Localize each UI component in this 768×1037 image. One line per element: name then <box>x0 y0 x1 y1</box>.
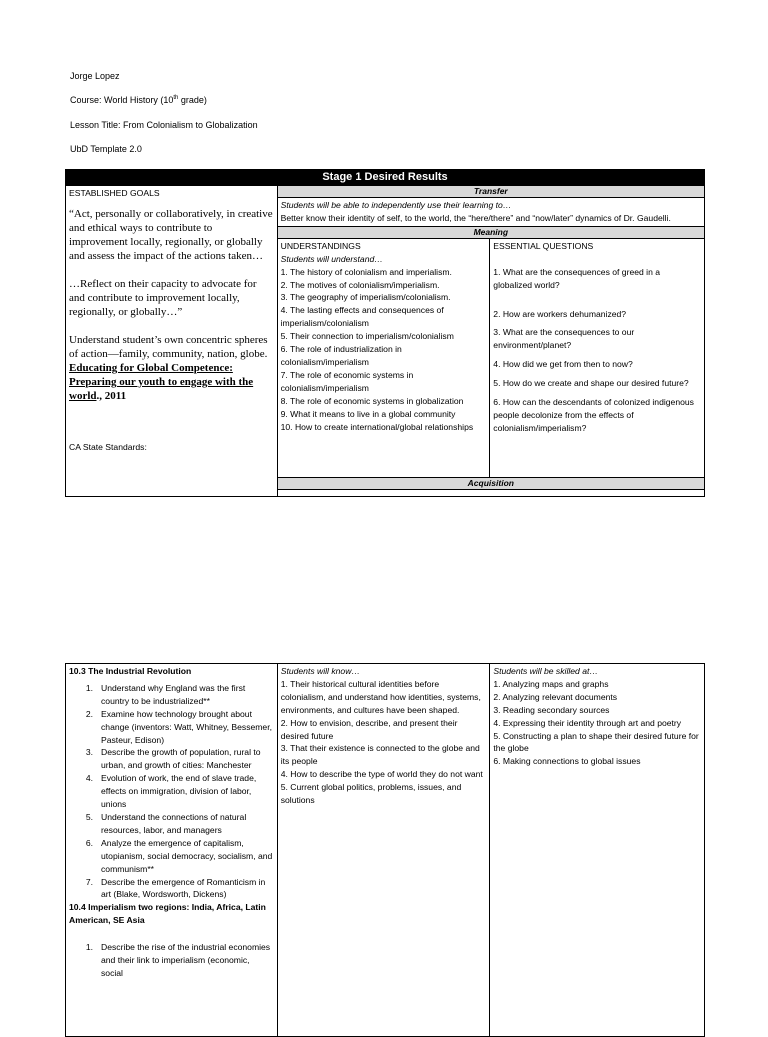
standard-item: 7. Describe the emergence of Romanticism in art (Blake, Wordsworth, Dickens) <box>85 876 266 900</box>
ca-standards: CA State Standards: <box>69 441 147 452</box>
understandings-label: UNDERSTANDINGS <box>280 240 361 251</box>
eq-item: 6. How can the descendants of colonized indigenous people decolonize from the effects of colonialism/imperialism? <box>493 397 694 433</box>
stage1-table <box>65 169 705 497</box>
global-competence-title: Educating for Global Competence: Preparing our youth to engage with the world <box>69 361 254 402</box>
global-competence-ref <box>69 361 274 403</box>
course-line <box>70 95 207 105</box>
acquisition-table <box>65 663 705 1037</box>
standard-item: 5. Understand the connections of natural resources, labor, and managers <box>85 811 247 835</box>
skill-item: 5. Constructing a plan to shape their desired future for the globe <box>493 730 699 754</box>
course-prefix: Course: World History (10 <box>70 95 174 105</box>
transfer-label: Transfer <box>277 186 704 198</box>
students-skilled-intro: Students will be skilled at… <box>493 666 598 676</box>
skill-item: 2. Analyzing relevant documents <box>493 691 618 702</box>
acquisition-label: Acquisition <box>277 477 704 489</box>
standard-item: 1. Describe the rise of the industrial economies and their link to imperialism (economic, social <box>85 942 271 978</box>
standard-item: 2. Examine how technology brought about change (inventors: Watt, Whitney, Bessemer, Pasteur, Edison) <box>85 708 272 745</box>
students-know-intro: Students will know… <box>280 666 361 676</box>
standard-10-3-list <box>69 682 274 901</box>
eq-item: 3. What are the consequences to our environment/planet? <box>493 327 635 351</box>
students-skilled-cell <box>490 664 705 1037</box>
skill-item: 6. Making connections to global issues <box>493 756 641 767</box>
established-goals-label: ESTABLISHED GOALS <box>69 188 160 198</box>
goals-spheres: Understand student’s own concentric spheres of action—family, community, nation, globe. <box>69 333 268 360</box>
meaning-label: Meaning <box>277 226 704 238</box>
eq-item: 1. What are the consequences of greed in a globalized world? <box>493 266 661 290</box>
transfer-intro: Students will be able to independently use their learning to… <box>280 200 512 210</box>
understanding-item: 7. The role of economic systems in colonialism/imperialism <box>280 369 414 393</box>
understanding-item: 4. The lasting effects and consequences of imperialism/colonialism <box>280 305 444 329</box>
eq-item: 4. How did we get from then to now? <box>493 359 633 370</box>
essential-questions-cell <box>490 238 705 477</box>
students-know-cell <box>277 664 490 1037</box>
understanding-item: 1. The history of colonialism and imperialism. <box>280 266 452 277</box>
skill-item: 1. Analyzing maps and graphs <box>493 678 609 689</box>
course-suffix: grade) <box>178 95 207 105</box>
author-name: Jorge Lopez <box>70 71 120 81</box>
essential-questions-label: ESSENTIAL QUESTIONS <box>493 240 594 251</box>
standard-10-4-title: 10.4 Imperialism two regions: India, Africa, Latin American, SE Asia <box>69 902 266 926</box>
template-version: UbD Template 2.0 <box>70 144 142 154</box>
lesson-title: Lesson Title: From Colonialism to Globalization <box>70 120 258 130</box>
standard-item: 3. Describe the growth of population, rural to urban, and growth of cities: Manchester <box>85 747 261 771</box>
global-competence-year: ., 2011 <box>96 389 127 402</box>
skill-item: 3. Reading secondary sources <box>493 704 610 715</box>
understandings-cell <box>277 238 490 477</box>
standard-item: 6. Analyze the emergence of capitalism, utopianism, social democracy, socialism, and communism** <box>85 837 273 874</box>
know-item: 5. Current global politics, problems, issues, and solutions <box>280 782 462 806</box>
understanding-item: 10. How to create international/global relationships <box>280 421 474 432</box>
understandings-list <box>281 266 487 434</box>
understanding-item: 6. The role of industrialization in colonialism/imperialism <box>280 344 402 367</box>
transfer-text: Better know their identity of self, to the world, the “here/there” and “now/later” dynamics of Dr. Gaudelli. <box>280 212 671 223</box>
understanding-item: 2. The motives of colonialism/imperialism. <box>280 279 440 290</box>
know-item: 3. That their existence is connected to the globe and its people <box>280 743 480 767</box>
understanding-item: 5. Their connection to imperialism/colonialism <box>280 331 454 342</box>
standard-item: 4. Evolution of work, the end of slave trade, effects on immigration, division of labor, unions <box>85 773 257 810</box>
understandings-intro: Students will understand… <box>280 253 383 264</box>
standards-cell <box>66 664 278 1037</box>
stage1-title: Stage 1 Desired Results <box>66 170 705 186</box>
understanding-item: 8. The role of economic systems in globalization <box>280 395 464 406</box>
established-goals-cell <box>66 186 278 497</box>
goals-quote-1: “Act, personally or collaboratively, in creative and ethical ways to contribute to improvement locally, regionally, or globally and assess the impact of the actions taken… <box>69 207 273 262</box>
goals-quote-2: …Reflect on their capacity to advocate for and contribute to improvement locally, regionally, or globally…” <box>69 277 257 318</box>
know-item: 1. Their historical cultural identities before colonialism, and understand how identities, systems, environments, and cultures have been shaped. <box>280 678 481 715</box>
goals-text <box>69 207 274 403</box>
acquisition-spacer <box>277 489 704 496</box>
standard-10-3-title: 10.3 The Industrial Revolution <box>69 666 192 676</box>
standard-item: 1. Understand why England was the first country to be industrialized** <box>85 682 246 706</box>
transfer-cell <box>277 198 704 227</box>
know-item: 4. How to describe the type of world they do not want <box>280 769 483 780</box>
skill-item: 4. Expressing their identity through art and poetry <box>493 717 682 728</box>
understanding-item: 3. The geography of imperialism/colonialism. <box>280 292 451 303</box>
course-sup: th <box>173 95 179 101</box>
eq-item: 2. How are workers dehumanized? <box>493 308 627 319</box>
eq-item: 5. How do we create and shape our desired future? <box>493 378 689 389</box>
know-item: 2. How to envision, describe, and present their desired future <box>280 717 458 741</box>
understanding-item: 9. What it means to live in a global community <box>280 408 456 419</box>
standard-10-4-list <box>69 941 274 980</box>
